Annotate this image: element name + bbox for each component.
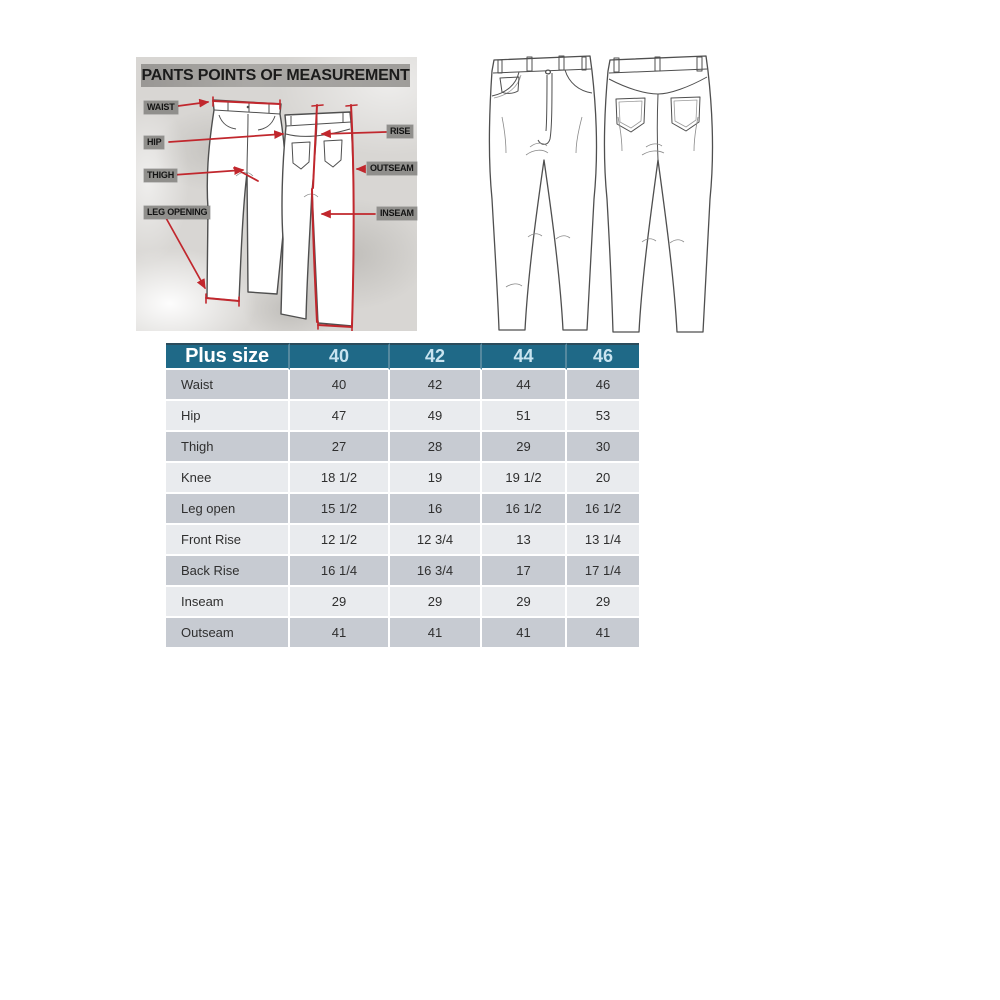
table-row	[166, 463, 639, 494]
cell-value: 29	[482, 432, 567, 463]
table-row	[166, 587, 639, 618]
row-label: Outseam	[166, 618, 290, 649]
cell-value: 53	[567, 401, 639, 432]
cell-value: 16	[390, 494, 482, 525]
row-label: Back Rise	[166, 556, 290, 587]
cell-value: 13	[482, 525, 567, 556]
cell-value: 42	[390, 370, 482, 401]
cell-value: 49	[390, 401, 482, 432]
label-rise: RISE	[387, 125, 413, 138]
cell-value: 18 1/2	[290, 463, 390, 494]
cell-value: 12 1/2	[290, 525, 390, 556]
table-header-row	[166, 343, 639, 370]
row-label: Inseam	[166, 587, 290, 618]
diagram-title: PANTS POINTS OF MEASUREMENT	[141, 64, 410, 87]
label-outseam: OUTSEAM	[367, 162, 417, 175]
size-column-header: 40	[290, 343, 390, 370]
pants-measurement-sketch	[136, 57, 417, 331]
cell-value: 29	[567, 587, 639, 618]
table-row	[166, 494, 639, 525]
row-label: Waist	[166, 370, 290, 401]
label-inseam: INSEAM	[377, 207, 417, 220]
size-table	[166, 343, 639, 649]
cell-value: 41	[390, 618, 482, 649]
cell-value: 28	[390, 432, 482, 463]
cell-value: 16 1/2	[567, 494, 639, 525]
row-label: Hip	[166, 401, 290, 432]
table-row	[166, 556, 639, 587]
cell-value: 29	[482, 587, 567, 618]
cell-value: 30	[567, 432, 639, 463]
cell-value: 41	[567, 618, 639, 649]
label-waist: WAIST	[144, 101, 178, 114]
back-pants-outline	[281, 112, 354, 326]
jeans-flat-svg	[486, 47, 720, 333]
cell-value: 40	[290, 370, 390, 401]
cell-value: 13 1/4	[567, 525, 639, 556]
table-row	[166, 370, 639, 401]
table-header-plus-size: Plus size	[166, 343, 290, 370]
jeans-back-view	[604, 56, 712, 332]
front-pants-outline	[207, 100, 286, 301]
cell-value: 17 1/4	[567, 556, 639, 587]
cell-value: 47	[290, 401, 390, 432]
cell-value: 20	[567, 463, 639, 494]
cell-value: 16 1/2	[482, 494, 567, 525]
cell-value: 12 3/4	[390, 525, 482, 556]
row-label: Thigh	[166, 432, 290, 463]
row-label: Front Rise	[166, 525, 290, 556]
cell-value: 27	[290, 432, 390, 463]
cell-value: 44	[482, 370, 567, 401]
label-hip: HIP	[144, 136, 164, 149]
size-column-header: 44	[482, 343, 567, 370]
label-thigh: THIGH	[144, 169, 177, 182]
cell-value: 46	[567, 370, 639, 401]
cell-value: 16 3/4	[390, 556, 482, 587]
label-leg-opening: LEG OPENING	[144, 206, 210, 219]
cell-value: 15 1/2	[290, 494, 390, 525]
jeans-flat-sketch	[486, 47, 720, 333]
table-row	[166, 432, 639, 463]
cell-value: 29	[390, 587, 482, 618]
cell-value: 16 1/4	[290, 556, 390, 587]
cell-value: 17	[482, 556, 567, 587]
table-row	[166, 618, 639, 649]
cell-value: 19	[390, 463, 482, 494]
size-column-header: 42	[390, 343, 482, 370]
jeans-front-view	[489, 56, 596, 330]
measurement-diagram	[136, 57, 417, 331]
cell-value: 19 1/2	[482, 463, 567, 494]
row-label: Knee	[166, 463, 290, 494]
row-label: Leg open	[166, 494, 290, 525]
table-row	[166, 401, 639, 432]
table-row	[166, 525, 639, 556]
cell-value: 51	[482, 401, 567, 432]
size-column-header: 46	[567, 343, 639, 370]
cell-value: 29	[290, 587, 390, 618]
cell-value: 41	[482, 618, 567, 649]
cell-value: 41	[290, 618, 390, 649]
